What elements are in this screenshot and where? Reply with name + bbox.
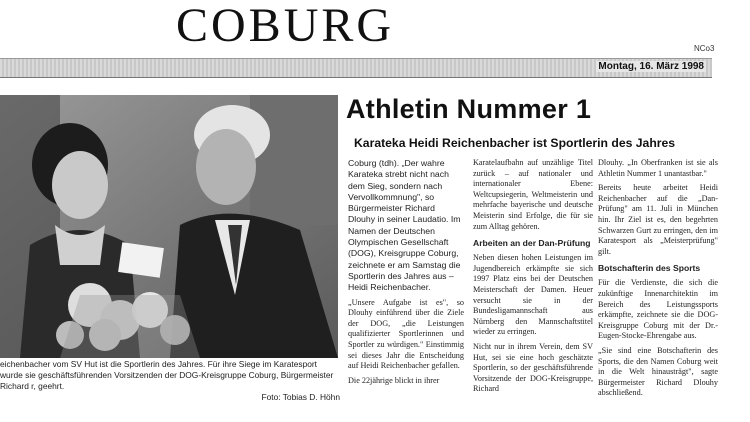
newspaper-title: COBURG [176, 0, 395, 52]
issue-date: Montag, 16. März 1998 [598, 61, 704, 72]
article-paragraph: Für die Verdienste, die sich die zukünftige Innenarchitektin im Bereich des Leistungssports erkämpfte, zeichnete sie die DOG-Kreisgruppe Coburg mit der Dr.-Eugen-Stocke-Ehrengabe aus. [598, 278, 718, 341]
masthead [0, 0, 750, 62]
headline: Athletin Nummer 1 [346, 94, 592, 124]
article-paragraph: Die 22jährige blickt in ihrer [348, 375, 440, 385]
article-column-1 [348, 158, 464, 390]
article-paragraph: Nicht nur in ihrem Verein, dem SV Hut, sei sie eine hoch geschätzte Sportlerin, so der geschäftsführende Vorsitzende der DOG-Kreisgruppe, Richard [473, 341, 593, 394]
article-photo [0, 95, 338, 358]
article-paragraph: Dlouhy. „In Oberfranken ist sie als Athletin Nummer 1 unantastbar." [598, 158, 718, 178]
section-heading: Arbeiten an der Dan-Prüfung [473, 238, 591, 249]
page-code: NCo3 [694, 44, 715, 53]
article-column-2 [473, 158, 593, 399]
article-lead: Coburg (tdh). „Der wahre Karateka strebt nicht nach dem Sieg, sondern nach Vervollkommnung", so Bürgermeister Richard Dlouhy in seiner Laudatio. Im Namen der Deutschen Olympischen Gesellschaft (DOG), Kreisgruppe Coburg, zeichnete er am Samstag die Sportlerin des Jahres aus – Heidi Reichenbacher. [348, 158, 461, 293]
article-paragraph: Neben diesen hohen Leistungen im Jugendbereich erkämpfte sie sich 1997 Platz eins bei der Deutschen Meisterschaft der Damen. Heuer versucht sie in der Bundesligamannschaft aus Nürnberg den Mannschaftstitel wieder zu erringen. [473, 253, 593, 337]
date-band [0, 58, 712, 78]
subheadline: Karateka Heidi Reichenbacher ist Sportlerin des Jahres [354, 136, 676, 150]
photo-credit: Foto: Tobias D. Höhn [261, 392, 340, 402]
article-paragraph: „Sie sind eine Botschafterin des Sports, die den Namen Coburg weit in die Welt hinausträgt", sagte Bürgermeister Richard Dlouhy abschließend. [598, 345, 718, 398]
photo-caption [0, 359, 340, 403]
section-heading: Botschafterin des Sports [598, 263, 701, 274]
article-paragraph: „Unsere Aufgabe ist es", so Dlouhy einführend über die Ziele der DOG, „die Leistungen qualifizierter Sportlerinnen und Sportler zu würdigen." Einstimmig sei dieses Jahr die Entscheidung auf Heidi Reichenbacher gefallen. [348, 297, 464, 371]
article-paragraph: Bereits heute arbeitet Heidi Reichenbacher auf die „Dan-Prüfung" am 11. Juli in München hin. Ihr Ziel ist es, den begehrten Schwarzen Gurt zu erringen, den im Karatesport als „Meisterprüfung" gilt. [598, 183, 718, 256]
article-paragraph: Karatelaufbahn auf unzählige Titel zurück – auf nationaler und internationaler Ebene: Weltcupsiegerin, Weltmeisterin und mehrfache bayerische und deutsche Meisterin sind Erfolge, die für sie zum Alltag gehören. [473, 158, 593, 231]
caption-text: eichenbacher vom SV Hut ist die Sportlerin des Jahres. Für ihre Siege im Karatesport wurde sie geschäftsführenden Vorsitzenden der DOG-Kreisgruppe Coburg, Bürgermeister Richard r, geehrt. [0, 359, 334, 391]
article-column-3 [598, 158, 718, 403]
